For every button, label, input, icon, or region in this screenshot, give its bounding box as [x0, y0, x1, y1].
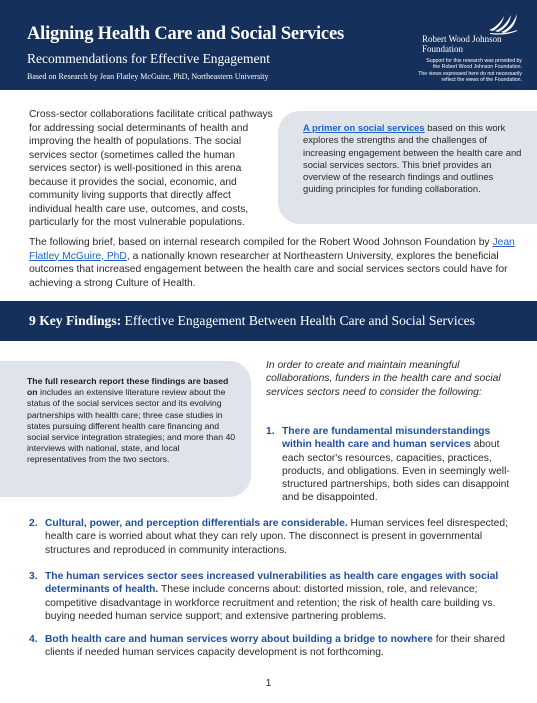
key-findings-title: [29, 313, 475, 329]
finding-item: [29, 517, 521, 557]
finding-text: [45, 517, 521, 557]
finding-text: [45, 633, 521, 660]
finding-text: [282, 425, 522, 505]
key-findings-title-rest: Effective Engagement Between Health Care and Social Services: [121, 313, 475, 328]
finding-highlight: Cultural, power, and perception differentials are considerable.: [45, 518, 348, 529]
key-findings-banner: [0, 301, 537, 341]
rwjf-bird-logo-icon: [487, 8, 519, 36]
brief-text-start: The following brief, based on internal research compiled for the Robert Wood Johnson Foundation by: [29, 237, 493, 248]
foundation-name: [422, 34, 520, 54]
brief-text-end: , a nationally known researcher at Northeastern University, explores the beneficial outcomes that increased engagement between the health care and social services sectors could have for achieving a strong Culture of Health.: [29, 250, 508, 289]
finding-text: [45, 570, 521, 623]
finding-highlight: Both health care and human services worry about building a bridge to nowhere: [45, 634, 433, 645]
primer-link[interactable]: A primer on social services: [303, 122, 425, 133]
research-callout-text: [27, 376, 239, 466]
finding-item: [266, 425, 522, 505]
findings-lead-in: In order to create and maintain meaningful collaborations, funders in the health care and social services sectors need to consider the following:: [266, 360, 501, 398]
research-callout-bold: The full research report these findings are based on: [27, 376, 229, 398]
finding-item: [29, 570, 521, 623]
report-header: [0, 0, 537, 90]
finding-detail: These include concerns about: distorted mission, role, and relevance; competitive disadvantage in workforce recruitment and retention; the risk of health care building vs. buying needed human service support; and extensive partnering problems.: [45, 584, 496, 622]
primer-callout-text: [303, 122, 525, 196]
disclaimer-line4: reflect the views of the Foundation.: [441, 77, 522, 84]
finding-detail: for their shared clients if needed human services capacity development is not forthcoming.: [45, 634, 506, 659]
research-credit: Based on Research by Jean Flatley McGuire, PhD, Northeastern University: [27, 72, 269, 81]
finding-highlight: The human services sector sees increased vulnerabilities as health care engages with social determinants of health.: [45, 571, 499, 596]
foundation-name-line1: Robert Wood Johnson: [422, 34, 502, 44]
research-callout-description: includes an extensive literature review about the status of the social services sector and its evolving partnerships with health care; three case studies in states pursuing different health care financing and social service integration strategies; and more than 40 interviews with national, state, and local representatives from the two sectors.: [27, 387, 236, 465]
disclaimer-line1: Support for this research was provided by: [426, 58, 522, 64]
page-number: 1: [265, 678, 272, 689]
report-subtitle: Recommendations for Effective Engagement: [27, 51, 271, 66]
primer-description: based on this work explores the strengths and the challenges of increasing engagement between the health care and social services sectors. This brief provides an overview of the research findings and outlines guiding principles for funding collaboration.: [303, 122, 522, 195]
key-findings-title-bold: 9 Key Findings:: [29, 313, 122, 328]
finding-number: 3.: [29, 571, 38, 582]
finding-highlight: There are fundamental misunderstandings within health care and human services: [282, 426, 491, 451]
report-title: Aligning Health Care and Social Services: [27, 24, 344, 44]
author-link[interactable]: Jean Flatley McGuire, PhD: [29, 237, 515, 262]
finding-number: 1.: [266, 426, 275, 437]
finding-detail: Human services feel disrespected; health care is worried about what they can rely upon. The disconnect is present in governmental structures and reproduced in community interactions.: [45, 518, 508, 556]
foundation-name-line2: Foundation: [422, 44, 464, 54]
brief-paragraph: [29, 236, 521, 290]
support-disclaimer: [396, 58, 522, 84]
finding-number: 2.: [29, 518, 38, 529]
finding-item: [29, 633, 521, 660]
disclaimer-line3: The views expressed here do not necessarily: [418, 70, 522, 77]
finding-detail: about each sector's resources, capacities, practices, products, and obligations. Even in seemingly well-structured partnerships, both sides can disappoint and be disappointed.: [282, 439, 510, 504]
finding-number: 4.: [29, 634, 38, 645]
intro-paragraph: Cross-sector collaborations facilitate critical pathways for addressing social determinants of health and improving the health of populations. The social services sector (sometimes called the human services sector) is well-positioned in this arena because it provides the social, economic, and community living supports that directly affect individual health care use, outcomes, and costs, particularly for the most vulnerable populations.: [29, 109, 273, 228]
disclaimer-line2: the Robert Wood Johnson Foundation.: [432, 64, 522, 71]
